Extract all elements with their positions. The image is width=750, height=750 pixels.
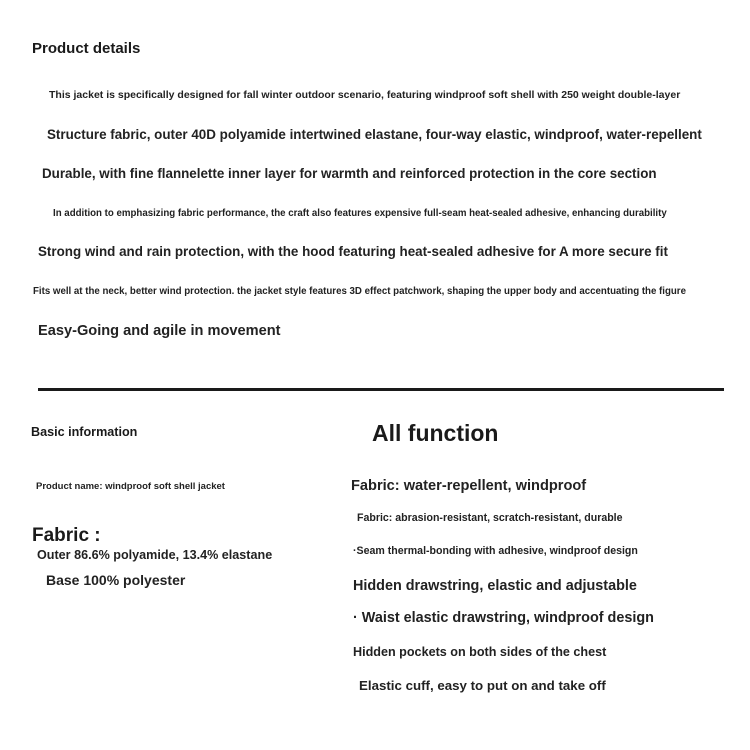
function-item-5: · Waist elastic drawstring, windproof design	[353, 610, 654, 626]
function-item-2: Fabric: abrasion-resistant, scratch-resistant, durable	[357, 512, 623, 524]
fabric-base: Base 100% polyester	[46, 572, 186, 588]
fabric-outer: Outer 86.6% polyamide, 13.4% elastane	[37, 548, 273, 562]
function-item-4: Hidden drawstring, elastic and adjustable	[353, 578, 637, 594]
details-heading: Product details	[32, 40, 141, 57]
details-line-7: Easy-Going and agile in movement	[38, 323, 281, 339]
details-line-4: In addition to emphasizing fabric performance, the craft also features expensive full-seam heat-sealed adhesive, enhancing durability	[53, 208, 667, 219]
details-line-3: Durable, with fine flannelette inner layer for warmth and reinforced protection in the core section	[42, 166, 657, 181]
fabric-heading: Fabric :	[32, 525, 101, 546]
product-name: Product name: windproof soft shell jacket	[36, 481, 225, 492]
details-line-5: Strong wind and rain protection, with the hood featuring heat-sealed adhesive for A more secure fit	[38, 244, 668, 259]
function-item-7: Elastic cuff, easy to put on and take off	[359, 678, 606, 693]
function-item-6: Hidden pockets on both sides of the chest	[353, 645, 607, 659]
function-item-1: Fabric: water-repellent, windproof	[351, 478, 587, 494]
basic-info-heading: Basic information	[31, 425, 138, 439]
function-item-3: ·Seam thermal-bonding with adhesive, windproof design	[353, 545, 638, 557]
details-line-1: This jacket is specifically designed for fall winter outdoor scenario, featuring windproof soft shell with 250 weight double-layer	[49, 89, 681, 101]
details-line-2: Structure fabric, outer 40D polyamide intertwined elastane, four-way elastic, windproof, water-repellent	[47, 127, 702, 142]
all-function-heading: All function	[372, 420, 499, 446]
details-line-6: Fits well at the neck, better wind protection. the jacket style features 3D effect patchwork, shaping the upper body and accentuating the figure	[33, 286, 686, 297]
section-divider	[38, 388, 724, 391]
